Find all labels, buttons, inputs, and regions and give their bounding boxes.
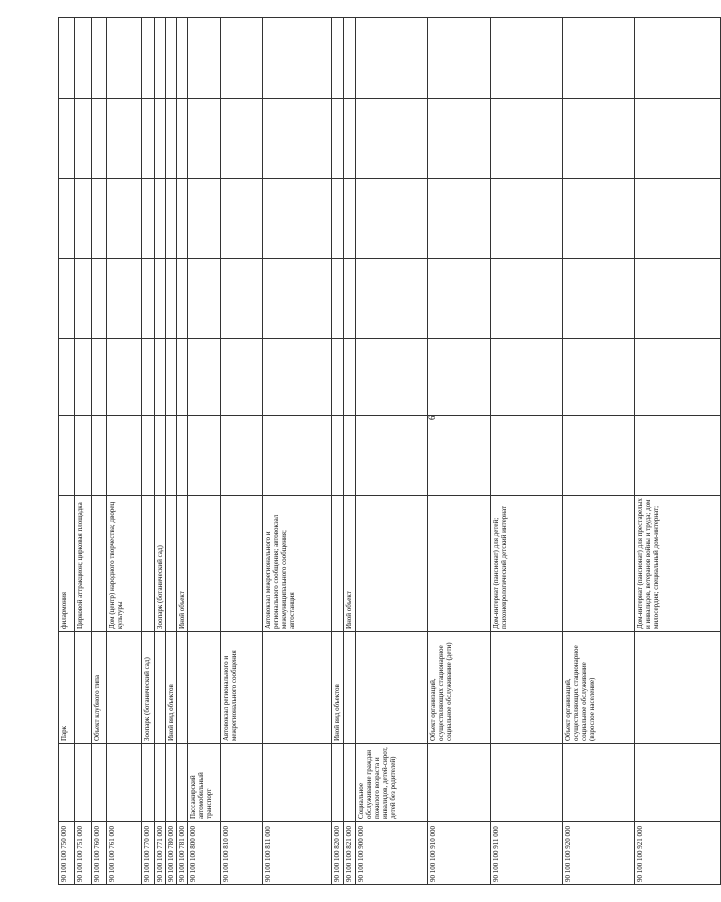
empty-cell <box>92 259 107 339</box>
empty-cell <box>635 179 721 259</box>
empty-cell <box>188 339 221 416</box>
table-row <box>59 18 75 885</box>
object-type-cell: Иной вид объектов <box>166 632 177 744</box>
table-row <box>263 18 332 885</box>
empty-cell <box>263 339 332 416</box>
empty-cell <box>107 99 142 179</box>
empty-cell <box>344 339 356 416</box>
object-type-cell: Объект клубного типа <box>92 632 107 744</box>
empty-cell <box>166 339 177 416</box>
category-cell <box>332 744 344 822</box>
object-cell: Цирковой аттракцион; цирковая площадка <box>75 496 92 632</box>
code-cell: 90 100 100 771 000 <box>155 822 166 885</box>
empty-cell <box>75 18 92 99</box>
empty-cell <box>177 259 188 339</box>
empty-cell <box>177 179 188 259</box>
empty-cell <box>635 339 721 416</box>
code-cell: 90 100 100 821 000 <box>344 822 356 885</box>
object-type-cell <box>188 632 221 744</box>
empty-cell <box>332 416 344 496</box>
empty-cell <box>59 18 75 99</box>
category-cell <box>263 744 332 822</box>
category-cell <box>155 744 166 822</box>
empty-cell <box>166 18 177 99</box>
empty-cell <box>428 179 491 259</box>
category-cell <box>59 744 75 822</box>
object-cell: Иной объект <box>177 496 188 632</box>
table-row <box>491 18 563 885</box>
empty-cell <box>332 259 344 339</box>
table-row <box>177 18 188 885</box>
empty-cell <box>356 339 428 416</box>
empty-cell <box>142 416 155 496</box>
object-type-cell: Объект организаций, осуществляющих стационарное социальное обслуживание (дети) <box>428 632 491 744</box>
classifier-table <box>58 17 721 885</box>
empty-cell <box>221 339 263 416</box>
empty-cell <box>92 179 107 259</box>
empty-cell <box>92 99 107 179</box>
empty-cell <box>563 339 635 416</box>
code-cell: 90 100 100 811 000 <box>263 822 332 885</box>
code-cell: 90 100 100 810 000 <box>221 822 263 885</box>
object-cell <box>332 496 344 632</box>
code-cell: 90 100 100 751 000 <box>75 822 92 885</box>
object-cell <box>563 496 635 632</box>
empty-cell <box>188 18 221 99</box>
object-cell <box>92 496 107 632</box>
object-cell: Иной объект <box>344 496 356 632</box>
category-cell <box>166 744 177 822</box>
empty-cell <box>177 18 188 99</box>
empty-cell <box>221 259 263 339</box>
empty-cell <box>155 99 166 179</box>
category-cell <box>107 744 142 822</box>
object-cell: Автовокзал межрегионального и регионального сообщения; автовокзал межмуниципального сообщения; автостанция <box>263 496 332 632</box>
object-cell <box>221 496 263 632</box>
object-type-cell: Автовокзал регионального и межрегионального сообщения <box>221 632 263 744</box>
code-cell: 90 100 100 920 000 <box>563 822 635 885</box>
object-type-cell: Иной вид объектов <box>332 632 344 744</box>
empty-cell <box>155 259 166 339</box>
empty-cell <box>107 259 142 339</box>
empty-cell <box>142 179 155 259</box>
category-cell <box>142 744 155 822</box>
object-cell <box>356 496 428 632</box>
empty-cell <box>59 259 75 339</box>
table-row <box>332 18 344 885</box>
code-cell: 90 100 100 780 000 <box>166 822 177 885</box>
empty-cell <box>263 18 332 99</box>
object-cell <box>188 496 221 632</box>
empty-cell <box>344 99 356 179</box>
empty-cell <box>635 18 721 99</box>
empty-cell <box>59 416 75 496</box>
empty-cell <box>166 416 177 496</box>
empty-cell <box>491 179 563 259</box>
category-cell <box>92 744 107 822</box>
empty-cell <box>563 259 635 339</box>
empty-cell <box>356 259 428 339</box>
empty-cell <box>142 259 155 339</box>
object-cell <box>142 496 155 632</box>
empty-cell <box>563 179 635 259</box>
empty-cell <box>491 259 563 339</box>
object-type-cell: Зоопарк (ботанический сад) <box>142 632 155 744</box>
empty-cell <box>491 416 563 496</box>
table-row <box>142 18 155 885</box>
table-row <box>188 18 221 885</box>
code-cell: 90 100 100 770 000 <box>142 822 155 885</box>
empty-cell <box>188 259 221 339</box>
empty-cell <box>344 259 356 339</box>
rotated-table-wrapper <box>58 18 661 885</box>
code-cell: 90 100 100 761 000 <box>107 822 142 885</box>
table-row <box>563 18 635 885</box>
empty-cell <box>188 99 221 179</box>
empty-cell <box>155 416 166 496</box>
empty-cell <box>428 99 491 179</box>
table-row <box>75 18 92 885</box>
object-cell: филармония <box>59 496 75 632</box>
table-row <box>428 18 491 885</box>
empty-cell <box>263 179 332 259</box>
category-cell <box>428 744 491 822</box>
empty-cell <box>332 179 344 259</box>
category-cell <box>221 744 263 822</box>
empty-cell <box>332 18 344 99</box>
empty-cell <box>75 416 92 496</box>
empty-cell <box>107 18 142 99</box>
empty-cell <box>563 18 635 99</box>
empty-cell <box>92 416 107 496</box>
empty-cell <box>75 179 92 259</box>
empty-cell <box>428 18 491 99</box>
empty-cell <box>188 416 221 496</box>
empty-cell <box>188 179 221 259</box>
category-cell <box>491 744 563 822</box>
empty-cell <box>177 99 188 179</box>
empty-cell <box>344 416 356 496</box>
empty-cell <box>356 416 428 496</box>
empty-cell <box>59 339 75 416</box>
empty-cell <box>107 179 142 259</box>
code-cell: 90 100 100 910 000 <box>428 822 491 885</box>
empty-cell <box>177 339 188 416</box>
empty-cell <box>177 416 188 496</box>
empty-cell <box>344 179 356 259</box>
page-number: 6 <box>427 415 437 420</box>
object-type-cell <box>356 632 428 744</box>
empty-cell <box>491 99 563 179</box>
category-cell <box>177 744 188 822</box>
code-cell: 90 100 100 820 000 <box>332 822 344 885</box>
empty-cell <box>332 339 344 416</box>
empty-cell <box>107 339 142 416</box>
empty-cell <box>166 179 177 259</box>
category-cell <box>563 744 635 822</box>
empty-cell <box>356 18 428 99</box>
empty-cell <box>635 259 721 339</box>
code-cell: 90 100 100 911 000 <box>491 822 563 885</box>
empty-cell <box>142 339 155 416</box>
object-cell: Дом-интернат (пансионат) для престарелых и инвалидов, ветеранов войны и труда; дом милосердия; специальный дом-интернат; <box>635 496 721 632</box>
empty-cell <box>221 18 263 99</box>
empty-cell <box>155 179 166 259</box>
object-cell: Дом-интернат (пансионат) для детей; психоневрологический детский интернат <box>491 496 563 632</box>
empty-cell <box>332 99 344 179</box>
object-type-cell <box>75 632 92 744</box>
table-row <box>107 18 142 885</box>
empty-cell <box>428 416 491 496</box>
object-type-cell <box>344 632 356 744</box>
code-cell: 90 100 100 900 000 <box>356 822 428 885</box>
table-row <box>221 18 263 885</box>
empty-cell <box>166 259 177 339</box>
category-cell: Пассажирский автомобильный транспорт <box>188 744 221 822</box>
empty-cell <box>221 179 263 259</box>
empty-cell <box>635 99 721 179</box>
empty-cell <box>75 259 92 339</box>
empty-cell <box>92 18 107 99</box>
empty-cell <box>428 259 491 339</box>
empty-cell <box>155 18 166 99</box>
empty-cell <box>635 416 721 496</box>
category-cell <box>75 744 92 822</box>
empty-cell <box>166 99 177 179</box>
object-cell: Дом (центр) народного творчества; дворец культуры <box>107 496 142 632</box>
empty-cell <box>563 99 635 179</box>
empty-cell <box>428 339 491 416</box>
object-cell <box>166 496 177 632</box>
category-cell <box>635 744 721 822</box>
object-type-cell <box>491 632 563 744</box>
empty-cell <box>344 18 356 99</box>
code-cell: 90 100 100 760 000 <box>92 822 107 885</box>
object-type-cell <box>155 632 166 744</box>
empty-cell <box>59 99 75 179</box>
object-cell <box>428 496 491 632</box>
object-cell: Зоопарк (ботанический сад) <box>155 496 166 632</box>
table-row <box>356 18 428 885</box>
empty-cell <box>155 339 166 416</box>
empty-cell <box>75 339 92 416</box>
table-row <box>155 18 166 885</box>
empty-cell <box>92 339 107 416</box>
empty-cell <box>356 179 428 259</box>
object-type-cell: Парк <box>59 632 75 744</box>
empty-cell <box>356 99 428 179</box>
object-type-cell <box>635 632 721 744</box>
empty-cell <box>221 99 263 179</box>
empty-cell <box>107 416 142 496</box>
table-row <box>92 18 107 885</box>
table-row <box>166 18 177 885</box>
object-type-cell <box>177 632 188 744</box>
empty-cell <box>221 416 263 496</box>
object-type-cell <box>107 632 142 744</box>
empty-cell <box>491 339 563 416</box>
empty-cell <box>491 18 563 99</box>
code-cell: 90 100 100 800 000 <box>188 822 221 885</box>
object-type-cell <box>263 632 332 744</box>
empty-cell <box>263 259 332 339</box>
category-cell <box>344 744 356 822</box>
empty-cell <box>142 18 155 99</box>
table-row <box>344 18 356 885</box>
table-body <box>59 18 721 885</box>
object-type-cell: Объект организаций, осуществляющих стационарное социальное обслуживание (взрослое население) <box>563 632 635 744</box>
table-row <box>635 18 721 885</box>
empty-cell <box>75 99 92 179</box>
empty-cell <box>59 179 75 259</box>
code-cell: 90 100 100 921 000 <box>635 822 721 885</box>
empty-cell <box>263 416 332 496</box>
code-cell: 90 100 100 781 000 <box>177 822 188 885</box>
category-cell: Социальное обслуживание граждан пожилого возраста и инвалидов, детей-сирот, детей без родителей) <box>356 744 428 822</box>
empty-cell <box>263 99 332 179</box>
empty-cell <box>563 416 635 496</box>
empty-cell <box>142 99 155 179</box>
code-cell: 90 100 100 750 000 <box>59 822 75 885</box>
